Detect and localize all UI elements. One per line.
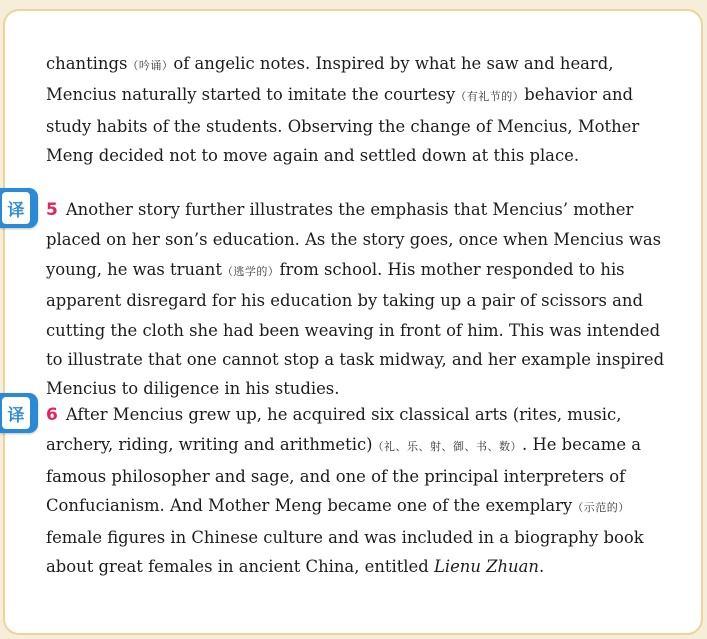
paragraph-number: 6 — [46, 405, 58, 425]
paragraph-continuation — [46, 49, 676, 171]
text-run: Another story further illustrates the emphasis that Mencius’ mother placed on her son’s education. As the story goes, once when Mencius was young, he was truant — [46, 200, 662, 279]
text-run: female figures in Chinese culture and was included in a biography book about great females in ancient China, entitled — [46, 527, 644, 577]
paragraph-number: 5 — [46, 200, 58, 220]
text-run: of angelic notes. Inspired by what he saw and heard, Mencius naturally started to imitate the courtesy — [46, 54, 614, 105]
paragraph-6 — [46, 400, 676, 581]
translate-button-6[interactable] — [0, 393, 38, 433]
chinese-gloss: （有礼节的） — [455, 90, 525, 104]
translate-button-5[interactable] — [0, 188, 38, 228]
text-run: After Mencius grew up, he acquired six classical arts (rites, music, archery, riding, writing and arithmetic) — [46, 405, 622, 455]
book-title: Lienu Zhuan — [433, 557, 539, 577]
text-run: . He became a famous philosopher and sage, and one of the principal interpreters of Confucianism. And Mother Meng became one of the exemplary — [46, 435, 642, 516]
text-run: behavior and study habits of the students. Observing the change of Mencius, Mother Meng decided not to move again and settled down at this place. — [46, 85, 640, 166]
chinese-gloss: （示范的） — [572, 501, 630, 515]
text-run: chantings — [46, 54, 128, 73]
translate-icon: 译 — [2, 397, 30, 429]
translate-icon: 译 — [2, 192, 30, 224]
text-run: from school. His mother responded to his apparent disregard for his education by taking up a pair of scissors and cutting the cloth she had been weaving in front of him. This was intended to illustrate that one cannot stop a task midway, and her example inspired Mencius to diligence in his studies. — [46, 259, 665, 399]
chinese-gloss: （吟诵） — [127, 59, 174, 72]
text-run: . — [538, 557, 545, 577]
paragraph-5 — [46, 195, 676, 404]
chinese-gloss: （逃学的） — [221, 264, 280, 278]
chinese-gloss: （礼、乐、射、御、书、数） — [372, 440, 523, 454]
